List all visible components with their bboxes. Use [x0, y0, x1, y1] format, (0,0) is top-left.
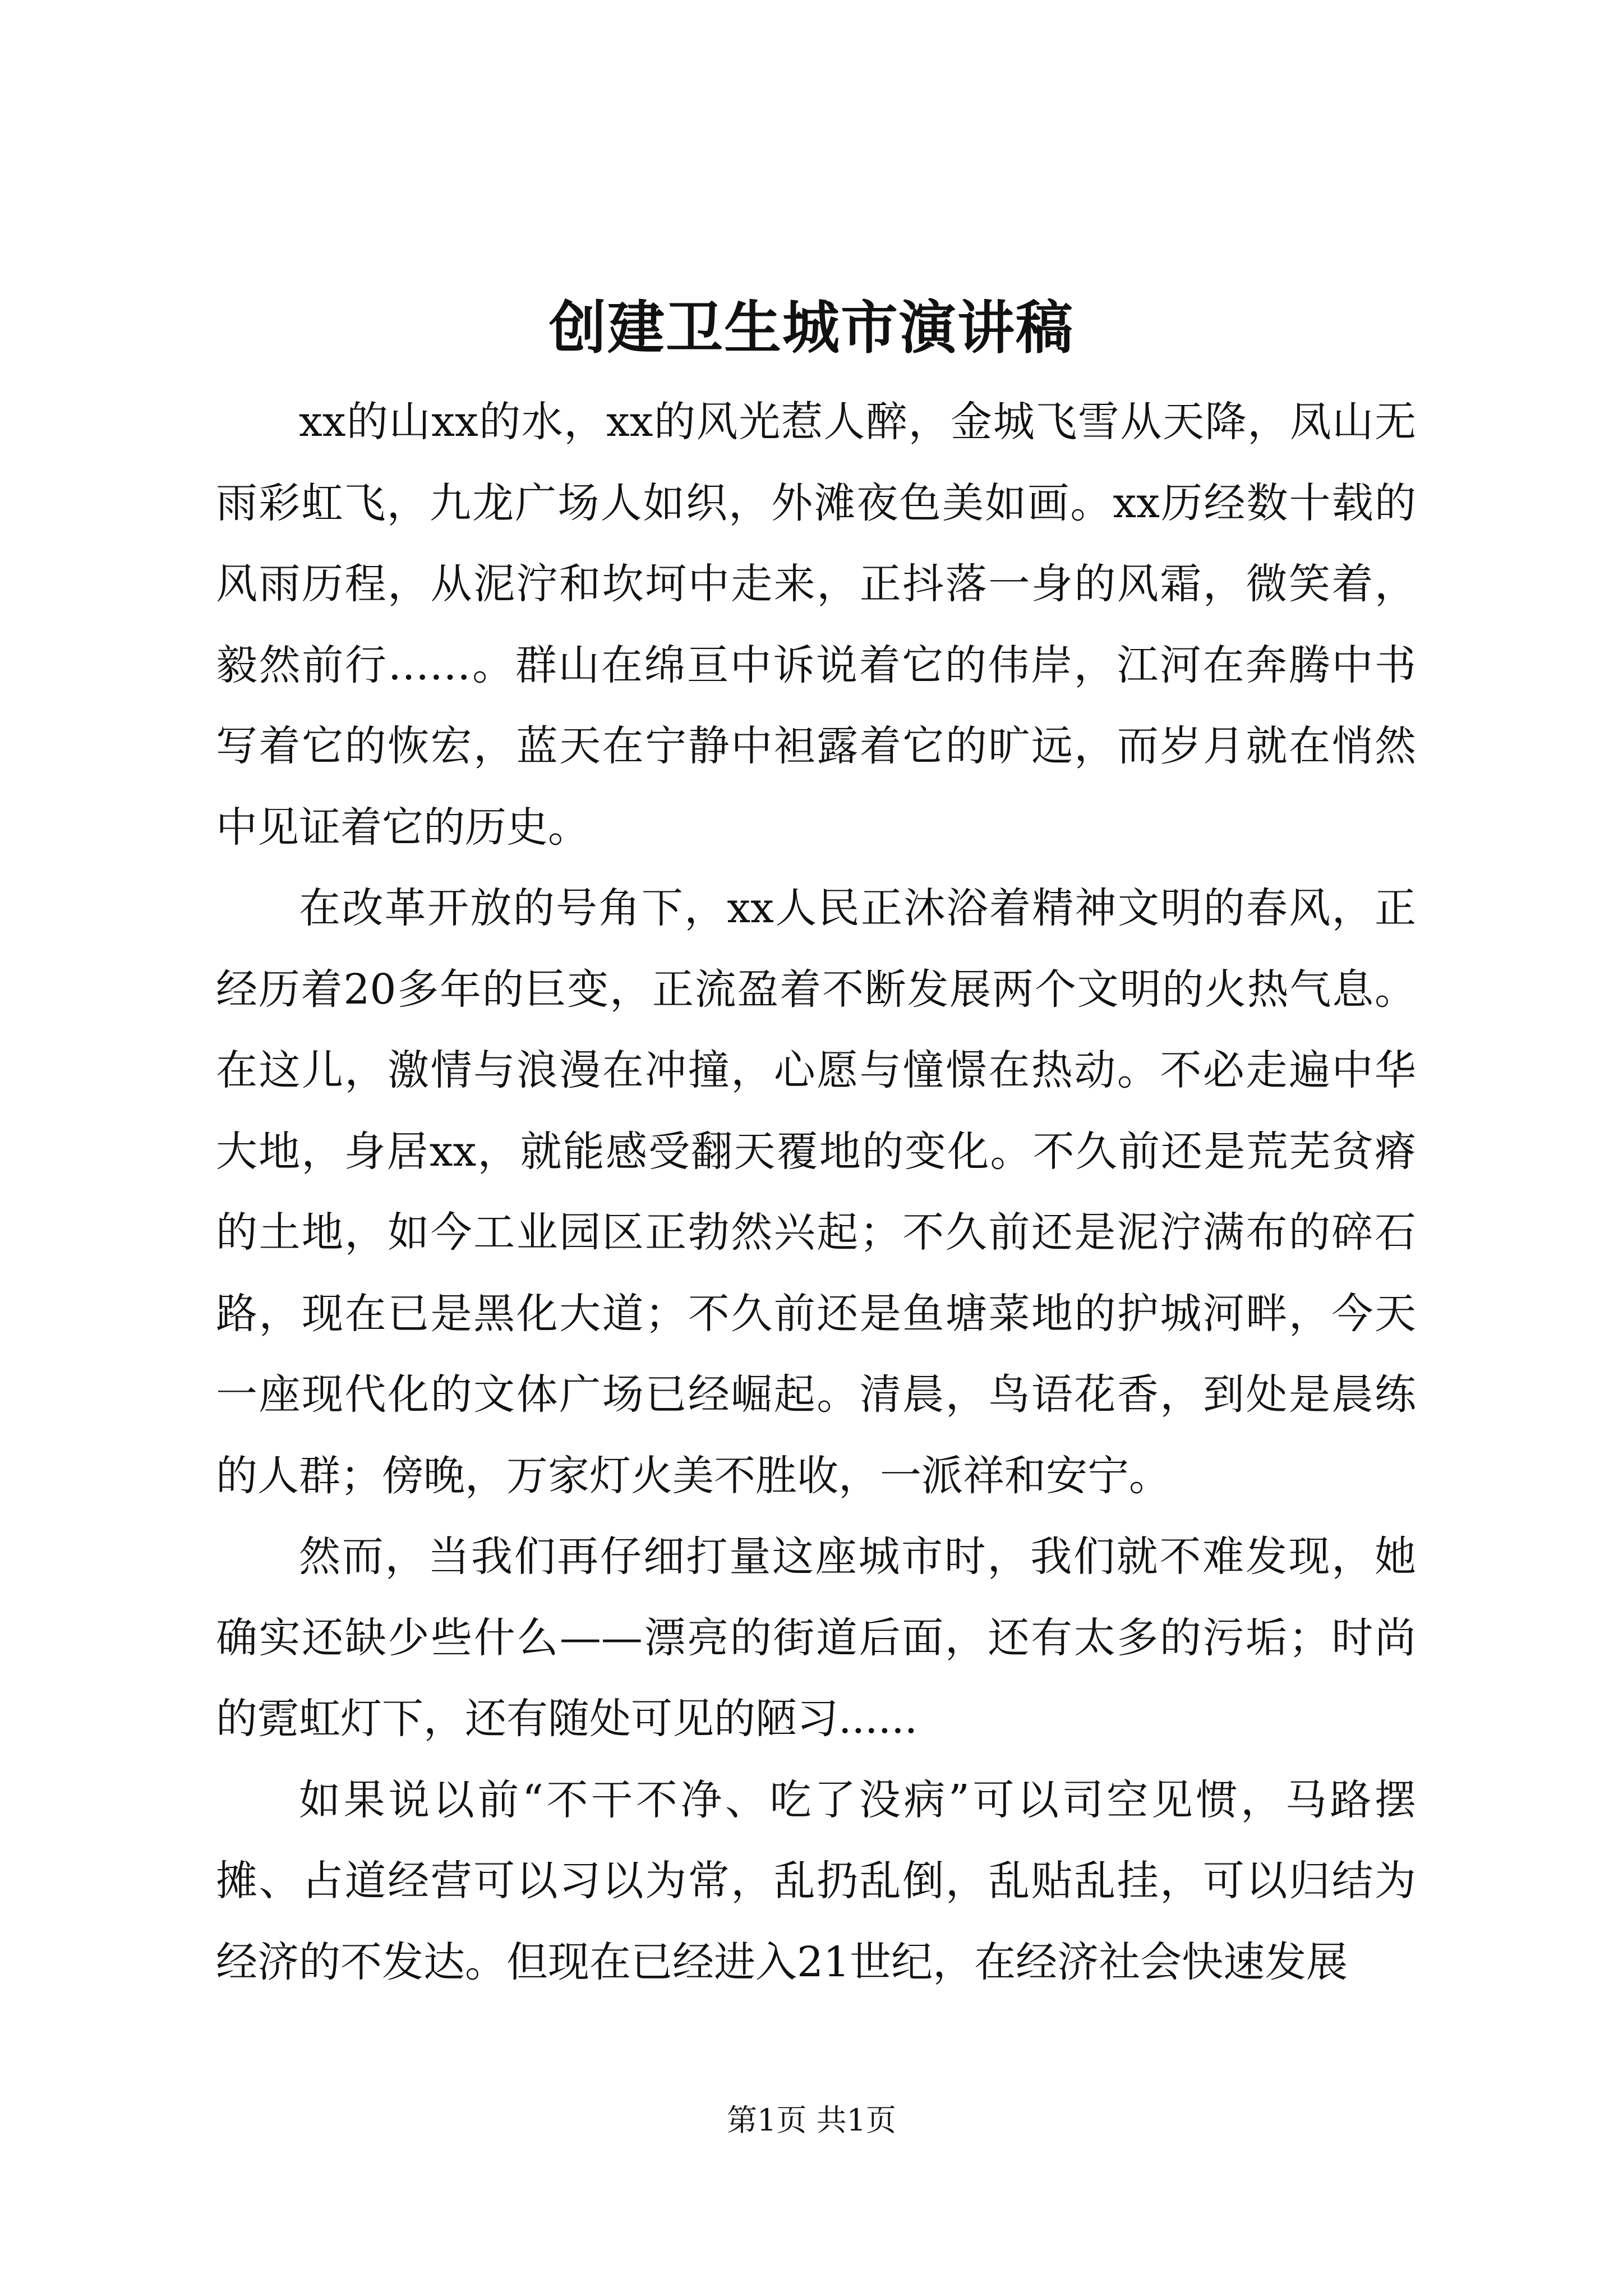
paragraph-2: 在改革开放的号角下，xx人民正沐浴着精神文明的春风，正经历着20多年的巨变，正流盈着不断发展两个文明的火热气息。在这儿，激情与浪漫在冲撞，心愿与憧憬在热动。不必走遍中华大地，身居xx，就能感受翻天覆地的变化。不久前还是荒芜贫瘠的土地，如今工业园区正勃然兴起；不久前还是泥泞满布的碎石路，现在已是黑化大道；不久前还是鱼塘菜地的护城河畔，今天一座现代化的文体广场已经崛起。清晨，鸟语花香，到处是晨练的人群；傍晚，万家灯火美不胜收，一派祥和安宁。: [216, 884, 1416, 1500]
paragraph-4: 如果说以前“不干不净、吃了没病”可以司空见惯，马路摆摊、占道经营可以习以为常，乱扔乱倒，乱贴乱挂，可以归结为经济的不发达。但现在已经进入21世纪，在经济社会快速发展: [216, 1775, 1416, 1986]
document-title: 创建卫生城市演讲稿: [549, 295, 1074, 362]
document-body: [216, 381, 1416, 2003]
paragraph-1: xx的山xx的水，xx的风光惹人醉，金城飞雪从天降，凤山无雨彩虹飞，九龙广场人如织，外滩夜色美如画。xx历经数十载的风雨历程，从泥泞和坎坷中走来，正抖落一身的风霜，微笑着，毅然前行……。群山在绵亘中诉说着它的伟岸，江河在奔腾中书写着它的恢宏，蓝天在宁静中袒露着它的旷远，而岁月就在悄然中见证着它的历史。: [216, 398, 1416, 852]
page-footer: 第1页 共1页: [727, 2102, 896, 2138]
paragraph-3: 然而，当我们再仔细打量这座城市时，我们就不难发现，她确实还缺少些什么——漂亮的街道后面，还有太多的污垢；时尚的霓虹灯下，还有随处可见的陋习......: [216, 1533, 1416, 1743]
